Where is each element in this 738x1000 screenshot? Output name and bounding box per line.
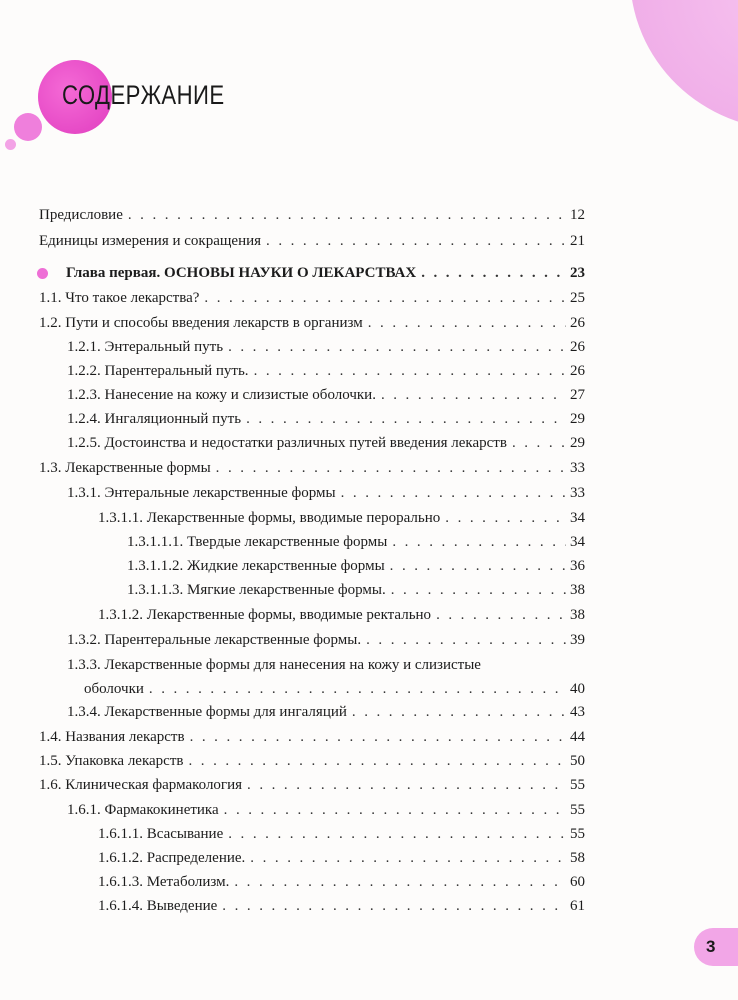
toc-entry-1-2-4[interactable] — [67, 410, 585, 428]
toc-entry-1-1[interactable] — [39, 289, 585, 307]
toc-entry-page: 38 — [570, 582, 585, 598]
toc-entry-label: Глава первая. ОСНОВЫ НАУКИ О ЛЕКАРСТВАХ — [66, 265, 417, 281]
toc-entry-1-2[interactable] — [39, 314, 585, 332]
toc-entry-page: 38 — [570, 607, 585, 623]
toc-entry-label: 1.6.1.3. Метаболизм. — [98, 874, 230, 890]
toc-entry-1-6-1-2[interactable] — [98, 849, 585, 867]
page-title: СОДЕРЖАНИЕ — [62, 80, 225, 110]
toc-entry-page: 21 — [570, 233, 585, 249]
toc-entry-label: 1.3.1.1.3. Мягкие лекарственные формы. — [127, 582, 386, 598]
toc-entry-label: 1.3.1.1.1. Твердые лекарственные формы — [127, 534, 388, 550]
toc-entry-units[interactable] — [39, 232, 585, 250]
toc-entry-1-5[interactable] — [39, 752, 585, 770]
toc-entry-1-2-3[interactable] — [67, 386, 585, 404]
toc-entry-page: 12 — [570, 207, 585, 223]
toc-entry-label: 1.3.1.2. Лекарственные формы, вводимые ректально — [98, 607, 432, 623]
dot-leader — [246, 410, 566, 428]
toc-entry-label: 1.3.1.1.2. Жидкие лекарственные формы — [127, 558, 385, 574]
toc-entry-page: 26 — [570, 363, 585, 379]
toc-entry-1-3-1-1-1[interactable] — [127, 533, 585, 551]
toc-entry-label: 1.2.4. Ингаляционный путь — [67, 411, 242, 427]
toc-entry-page: 26 — [570, 315, 585, 331]
toc-entry-1-6[interactable] — [39, 776, 585, 794]
toc-entry-1-3-1[interactable] — [67, 484, 585, 502]
toc-entry-label: 1.2.3. Нанесение на кожу и слизистые оболочки. — [67, 387, 376, 403]
toc-entry-page: 61 — [570, 898, 585, 914]
toc-entry-1-2-2[interactable] — [67, 362, 585, 380]
dot-leader — [228, 338, 566, 356]
toc-entry-label: 1.6.1.4. Выведение — [98, 898, 218, 914]
page-number: 3 — [706, 937, 716, 956]
dot-leader — [392, 533, 566, 551]
toc-entry-page: 40 — [570, 681, 585, 697]
dot-leader — [436, 606, 566, 624]
toc-entry-1-3-2[interactable] — [67, 631, 585, 649]
dot-leader — [222, 897, 566, 915]
toc-entry-page: 36 — [570, 558, 585, 574]
dot-leader — [204, 289, 566, 307]
toc-entry-label: 1.6. Клиническая фармакология — [39, 777, 243, 793]
toc-entry-label: 1.3. Лекарственные формы — [39, 460, 211, 476]
toc-entry-label: 1.2. Пути и способы введения лекарств в организм — [39, 315, 363, 331]
toc-entry-label: 1.5. Упаковка лекарств — [39, 753, 184, 769]
toc-entry-1-3[interactable] — [39, 459, 585, 477]
dot-leader — [188, 752, 566, 770]
toc-entry-page: 33 — [570, 485, 585, 501]
toc-entry-label: 1.6.1. Фармакокинетика — [67, 802, 219, 818]
toc-entry-page: 33 — [570, 460, 585, 476]
toc-entry-label: 1.6.1.1. Всасывание — [98, 826, 224, 842]
toc-entry-label: 1.3.3. Лекарственные формы для нанесения на кожу и слизистые — [67, 657, 481, 673]
dot-leader — [254, 362, 566, 380]
dot-leader — [128, 206, 566, 224]
dot-leader — [391, 581, 566, 599]
dot-leader — [266, 232, 566, 250]
toc-entry-1-2-5[interactable] — [67, 434, 585, 452]
dot-leader — [512, 434, 566, 452]
toc-entry-1-3-1-2[interactable] — [98, 606, 585, 624]
toc-entry-page: 50 — [570, 753, 585, 769]
toc-entry-page: 43 — [570, 704, 585, 720]
dot-leader — [234, 873, 566, 891]
toc-entry-page: 29 — [570, 411, 585, 427]
toc-entry-page: 55 — [570, 826, 585, 842]
toc-entry-page: 23 — [570, 265, 585, 281]
toc-entry-1-3-3[interactable] — [67, 656, 585, 698]
dot-leader — [149, 680, 566, 698]
dot-leader — [216, 459, 566, 477]
toc-entry-1-3-1-1[interactable] — [98, 509, 585, 527]
toc-entry-preface[interactable] — [39, 206, 585, 224]
toc-entry-page: 25 — [570, 290, 585, 306]
toc-entry-page: 26 — [570, 339, 585, 355]
dot-leader — [247, 776, 566, 794]
toc-entry-chapter-1[interactable] — [66, 264, 585, 282]
toc-entry-page: 29 — [570, 435, 585, 451]
toc-entry-1-6-1-4[interactable] — [98, 897, 585, 915]
toc-entry-label: 1.2.5. Достоинства и недостатки различных путей введения лекарств — [67, 435, 507, 451]
toc-entry-label: 1.1. Что такое лекарства? — [39, 290, 200, 306]
toc-entry-label: 1.3.2. Парентеральные лекарственные формы. — [67, 632, 362, 648]
toc-entry-1-4[interactable] — [39, 728, 585, 746]
page-number-badge — [694, 928, 738, 966]
toc-entry-label: 1.3.1.1. Лекарственные формы, вводимые перорально — [98, 510, 441, 526]
toc-entry-label: Предисловие — [39, 207, 123, 223]
toc-entry-1-2-1[interactable] — [67, 338, 585, 356]
dot-leader — [366, 631, 566, 649]
dot-leader — [390, 557, 566, 575]
toc-entry-page: 60 — [570, 874, 585, 890]
toc-entry-label: 1.2.2. Парентеральный путь. — [67, 363, 249, 379]
toc-entry-page: 55 — [570, 777, 585, 793]
dot-leader — [224, 801, 566, 819]
toc-entry-1-6-1-1[interactable] — [98, 825, 585, 843]
toc-entry-page: 39 — [570, 632, 585, 648]
toc-entry-label: Единицы измерения и сокращения — [39, 233, 262, 249]
dot-leader — [341, 484, 566, 502]
dot-leader — [381, 386, 566, 404]
toc-entry-page: 58 — [570, 850, 585, 866]
toc-entry-1-6-1-3[interactable] — [98, 873, 585, 891]
toc-entry-page: 27 — [570, 387, 585, 403]
dot-leader — [421, 264, 566, 282]
dot-leader — [250, 849, 566, 867]
toc-entry-1-3-4[interactable] — [67, 703, 585, 721]
toc-entry-label: 1.4. Названия лекарств — [39, 729, 185, 745]
toc-entry-page: 34 — [570, 534, 585, 550]
dot-leader — [228, 825, 566, 843]
dot-leader — [190, 728, 566, 746]
toc-entry-label: 1.3.4. Лекарственные формы для ингаляций — [67, 704, 347, 720]
toc-entry-label: 1.6.1.2. Распределение. — [98, 850, 246, 866]
toc-entry-page: 44 — [570, 729, 585, 745]
toc-entry-continuation — [67, 680, 585, 698]
toc-entry-1-3-1-1-3[interactable] — [127, 581, 585, 599]
toc-entry-label: 1.3.1. Энтеральные лекарственные формы — [67, 485, 336, 501]
toc-entry-label: 1.2.1. Энтеральный путь — [67, 339, 224, 355]
toc-entry-1-6-1[interactable] — [67, 801, 585, 819]
toc-entry-page: 55 — [570, 802, 585, 818]
toc-entry-1-3-1-1-2[interactable] — [127, 557, 585, 575]
dot-leader — [352, 703, 566, 721]
dot-leader — [445, 509, 566, 527]
toc-entry-label-continued: оболочки — [84, 681, 144, 697]
dot-leader — [368, 314, 566, 332]
toc-entry-page: 34 — [570, 510, 585, 526]
